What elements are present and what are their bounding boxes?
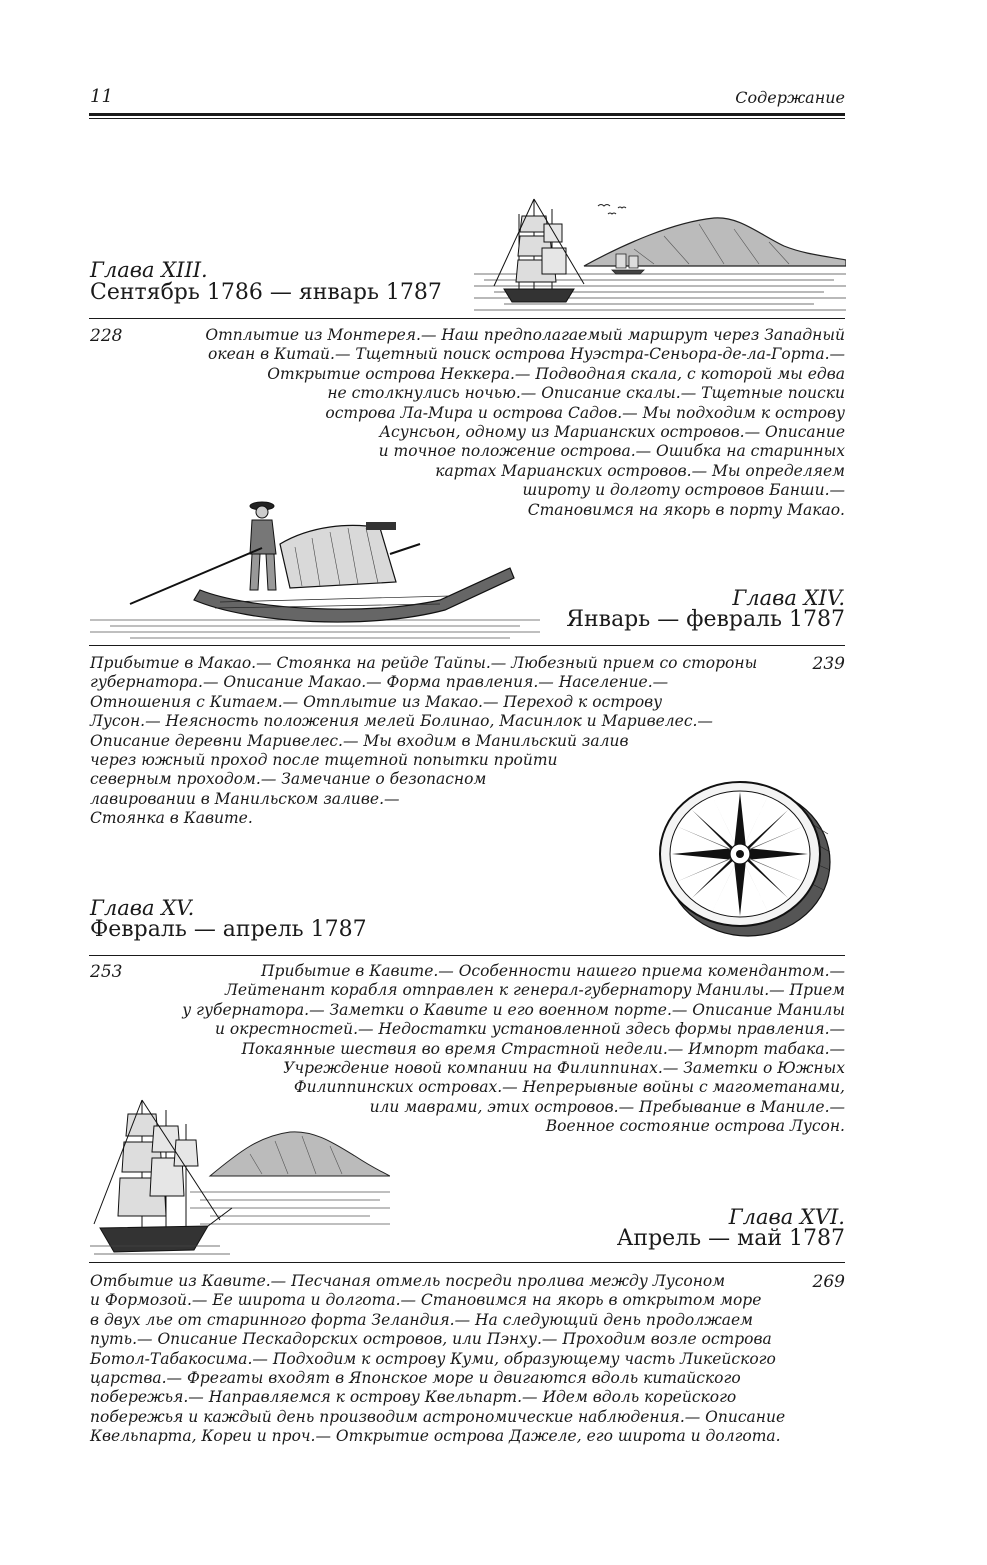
boat-illustration xyxy=(90,492,540,644)
chapter-14-dates: Январь — февраль 1787 xyxy=(566,607,845,632)
running-title: Содержание xyxy=(735,88,845,107)
ship-mountain-illustration xyxy=(474,194,846,316)
chapter-13-rule xyxy=(89,318,845,319)
chapter-13-summary: Отплытие из Монтерея.— Наш предполагаемый маршрут через Западный океан в Китай.— Тщетный поиск острова Нуэстра-Сеньора-де-ла-Горта.— Открытие острова Неккера.— Подводная скала, с которой мы едва не столкнулись ночью.— Описание скалы.— Тщетные поиски острова Ла-Мира и острова Садов.— Мы подходим к острову Асунсьон, одному из Марианских островов.— Описание и точное положение острова.— Ошибка на старинных картах Марианских островов.— Мы определяем широту и долготу островов Банши.— Становимся на якорь в порту Макао. xyxy=(205,326,845,519)
chapter-14-page: 239 xyxy=(812,654,845,674)
chapter-15-page: 253 xyxy=(90,962,123,982)
chapter-14-label: Глава XIV. xyxy=(732,586,845,610)
chapter-13-dates: Сентябрь 1786 — январь 1787 xyxy=(90,280,442,305)
chapter-14-summary: Прибытие в Макао.— Стоянка на рейде Тайпы.— Любезный прием со стороны губернатора.— Описание Макао.— Форма правления.— Население.— Отношения с Китаем.— Отплытие из Макао.— Переход к острову Лусон.— Неясность положения мелей Болинао, Масинлок и Маривелес.— Описание деревни Маривелес.— Мы входим в Манильский залив через южный проход после тщетной попытки пройти северным проходом.— Замечание о безопасном лавировании в Манильском заливе.— Стоянка в Кавите. xyxy=(90,654,758,828)
chapter-13-label: Глава XIII. xyxy=(90,258,208,282)
chapter-15-label: Глава XV. xyxy=(90,896,195,920)
header-rule xyxy=(89,113,845,116)
chapter-16-dates: Апрель — май 1787 xyxy=(616,1226,845,1251)
sailing-ship-illustration xyxy=(90,1096,390,1258)
chapter-16-rule xyxy=(89,1262,845,1263)
header-rule-thin xyxy=(89,118,845,119)
compass-illustration xyxy=(652,764,832,944)
chapter-15-summary: Прибытие в Кавите.— Особенности нашего приема комендантом.— Лейтенант корабля отправлен к генерал-губернатору Манилы.— Прием у губернатора.— Заметки о Кавите и его военном порте.— Описание Манилы и окрестностей.— Недостатки установленной здесь формы правления.— Покаянные шествия во время Страстной недели.— Импорт табака.— Учреждение новой компании на Филиппинах.— Заметки о Южных Филиппинских островах.— Непрерывные войны с магометанами, или маврами, этих островов.— Пребывание в Маниле.— Военное состояние острова Лусон. xyxy=(182,962,845,1136)
chapter-16-summary: Отбытие из Кавите.— Песчаная отмель посреди пролива между Лусоном и Формозой.— Ее широта и долгота.— Становимся на якорь в открытом море в двух лье от старинного форта Зеландия.— На следующий день продолжаем путь.— Описание Пескадорских островов, или Пэнху.— Проходим возле острова Ботол-Табакосима.— Подходим к острову Куми, образующему часть Ликейского царства.— Фрегаты входят в Японское море и двигаются вдоль китайского побережья.— Направляемся к острову Квельпарт.— Идем вдоль корейского побережья и каждый день производим астрономические наблюдения.— Описание Квельпарта, Кореи и проч.— Открытие острова Дажеле, его широта и долгота. xyxy=(90,1272,786,1446)
chapter-16-label: Глава XVI. xyxy=(728,1205,845,1229)
chapter-16-page: 269 xyxy=(812,1272,845,1292)
chapter-13-page: 228 xyxy=(90,326,123,346)
chapter-15-rule xyxy=(89,955,845,956)
chapter-14-rule xyxy=(89,645,845,646)
page-number: 11 xyxy=(90,86,113,107)
chapter-15-dates: Февраль — апрель 1787 xyxy=(90,917,367,942)
